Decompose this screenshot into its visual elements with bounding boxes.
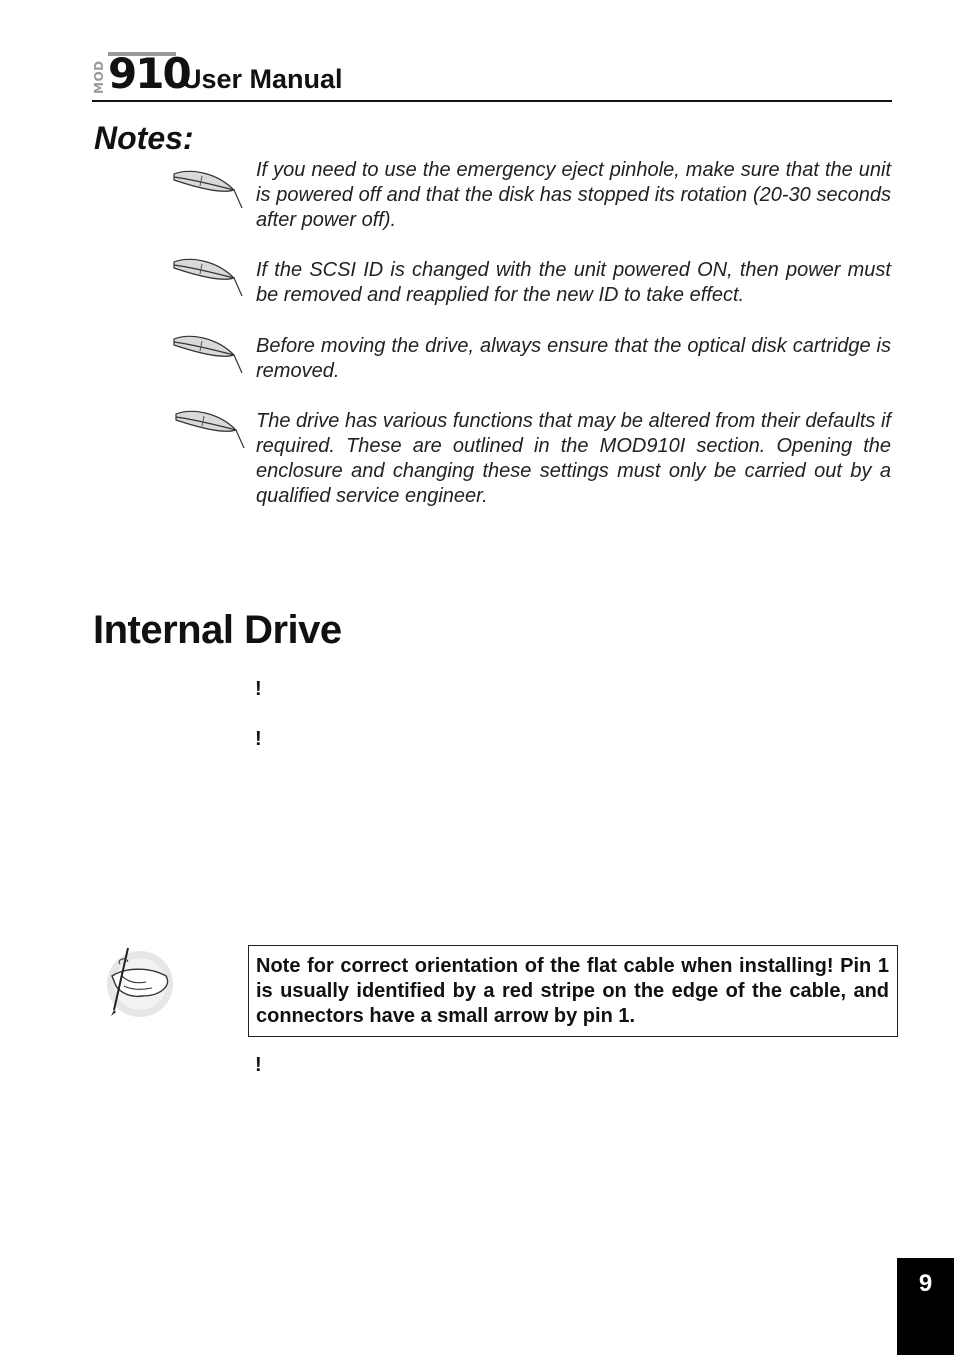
note-item: The drive has various functions that may be altered from their defaults if required. These are outlined in the MOD910I section. Opening the enclosure and changing these settings must only be carried out by a qualified service engineer. xyxy=(256,410,891,507)
note-item: If you need to use the emergency eject pinhole, make sure that the unit is powered off and that the disk has stopped its rotation (20-30 seconds after power off). xyxy=(256,159,891,231)
cable-orientation-callout: Note for correct orientation of the flat cable when installing! Pin 1 is usually identified by a red stripe on the edge of the cable, and connectors have a small arrow by pin 1. xyxy=(248,945,898,1037)
bullet-mark: ! xyxy=(255,678,262,700)
notes-heading: Notes: xyxy=(94,120,194,156)
hand-writing-icon xyxy=(102,946,176,1018)
bullet-mark: ! xyxy=(255,728,262,750)
manual-title: User Manual xyxy=(182,64,343,94)
header-rule xyxy=(92,100,892,102)
quill-icon xyxy=(172,168,244,210)
quill-icon xyxy=(172,256,244,298)
bullet-mark: ! xyxy=(255,1054,262,1076)
quill-icon xyxy=(174,408,246,450)
quill-icon xyxy=(172,333,244,375)
page-number: 9 xyxy=(897,1258,954,1355)
note-item: If the SCSI ID is changed with the unit powered ON, then power must be removed and reapplied for the new ID to take effect. xyxy=(256,259,891,306)
logo-prefix: MOD xyxy=(92,60,106,94)
note-item: Before moving the drive, always ensure that the optical disk cartridge is removed. xyxy=(256,335,891,382)
logo-number: 910 xyxy=(108,49,190,98)
page-header xyxy=(92,50,892,102)
section-title: Internal Drive xyxy=(93,608,342,652)
